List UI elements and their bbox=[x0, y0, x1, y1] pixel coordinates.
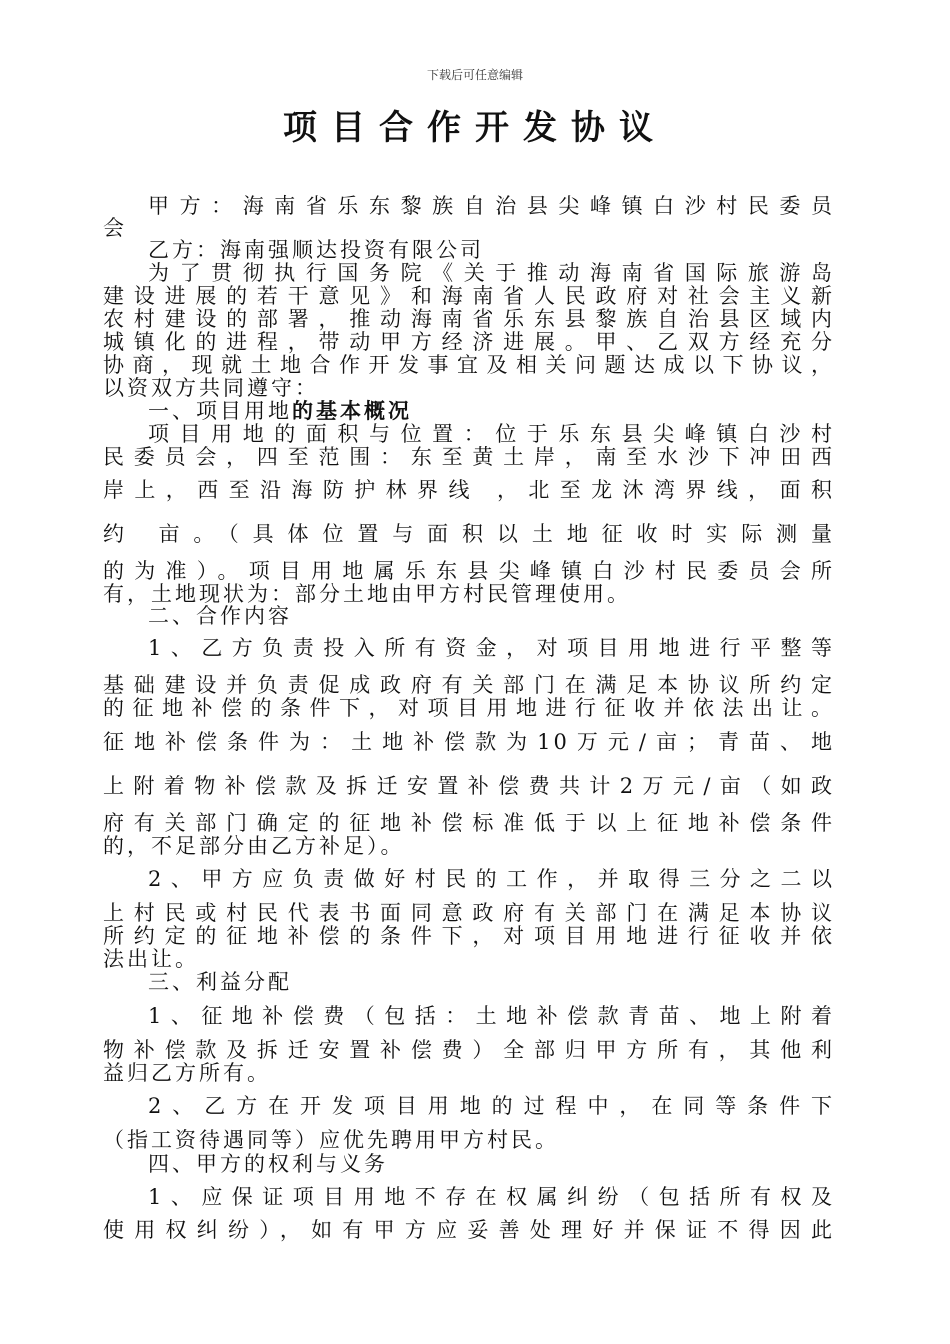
section-heading-1-bold: 的基本概况 bbox=[292, 398, 412, 423]
section-2-line: 所约定的征地补偿的条件下，对项目用地进行征收并依 bbox=[103, 924, 835, 948]
section-heading-4: 四、甲方的权利与义务 bbox=[148, 1152, 388, 1176]
section-1-line: 岸上，西至沿海防护林界线 ，北至龙沐湾界线，面积 bbox=[103, 478, 835, 502]
preamble-line: 为了贯彻执行国务院《关于推动海南省国际旅游岛 bbox=[148, 261, 835, 285]
section-2-line: 的，不足部分由乙方补足）。 bbox=[103, 834, 405, 858]
section-3-line: 1、征地补偿费（包括：土地补偿款青苗、地上附着 bbox=[148, 1004, 835, 1028]
preamble-line: 城镇化的进程，带动甲方经济进展。甲、乙双方经充分 bbox=[103, 330, 835, 354]
preamble-line: 以资双方共同遵守： bbox=[103, 376, 319, 400]
section-2-line: 上村民或村民代表书面同意政府有关部门在满足本协议 bbox=[103, 901, 835, 925]
section-2-line: 2、甲方应负责做好村民的工作，并取得三分之二以 bbox=[148, 867, 835, 891]
party-a-line-cont: 会 bbox=[103, 216, 127, 240]
section-4-line: 使用权纠纷），如有甲方应妥善处理好并保证不得因此 bbox=[103, 1218, 835, 1242]
section-2-line: 的征地补偿的条件下，对项目用地进行征收并依法出让。 bbox=[103, 696, 835, 720]
preamble-line: 农村建设的部署，推动海南省乐东县黎族自治县区域内 bbox=[103, 307, 835, 331]
document-title: 项目合作开发协议 bbox=[283, 108, 667, 148]
section-1-line: 项目用地的面积与位置：位于乐东县尖峰镇白沙村 bbox=[148, 422, 835, 446]
section-2-line: 上附着物补偿款及拆迁安置补偿费共计2万元/亩（如政 bbox=[103, 774, 835, 798]
section-3-line: 2、乙方在开发项目用地的过程中，在同等条件下 bbox=[148, 1094, 835, 1118]
party-a-line: 甲方：海南省乐东黎族自治县尖峰镇白沙村民委员 bbox=[148, 194, 835, 218]
section-1-line: 民委员会，四至范围：东至黄土岸，南至水沙下冲田西 bbox=[103, 445, 835, 469]
section-1-line: 有，土地现状为：部分土地由甲方村民管理使用。 bbox=[103, 582, 631, 606]
section-3-line: （指工资待遇同等）应优先聘用甲方村民。 bbox=[103, 1128, 559, 1152]
section-2-line: 征地补偿条件为：土地补偿款为10万元/亩；青苗、地 bbox=[103, 730, 835, 754]
section-heading-3: 三、利益分配 bbox=[148, 970, 292, 994]
section-heading-2: 二、合作内容 bbox=[148, 604, 292, 628]
section-4-line: 1、应保证项目用地不存在权属纠纷（包括所有权及 bbox=[148, 1185, 835, 1209]
page-header: 下载后可任意编辑 bbox=[426, 68, 523, 82]
preamble-line: 建设进展的若干意见》和海南省人民政府对社会主义新 bbox=[103, 284, 835, 308]
section-3-line: 益归乙方所有。 bbox=[103, 1061, 271, 1085]
party-b-line: 乙方：海南强顺达投资有限公司 bbox=[148, 238, 484, 262]
section-1-line: 的为准）。项目用地属乐东县尖峰镇白沙村民委员会所 bbox=[103, 559, 835, 583]
section-heading-1-part: 一、项目用地 bbox=[148, 399, 292, 423]
section-1-line: 约 亩。（具体位置与面积以土地征收时实际测量 bbox=[103, 522, 835, 546]
section-3-line: 物补偿款及拆迁安置补偿费）全部归甲方所有，其他利 bbox=[103, 1038, 835, 1062]
section-2-line: 1、乙方负责投入所有资金，对项目用地进行平整等 bbox=[148, 636, 835, 660]
preamble-line: 协商，现就土地合作开发事宜及相关问题达成以下协议， bbox=[103, 353, 835, 377]
section-2-line: 法出让。 bbox=[103, 947, 199, 971]
section-2-line: 基础建设并负责促成政府有关部门在满足本协议所约定 bbox=[103, 673, 835, 697]
section-2-line: 府有关部门确定的征地补偿标准低于以上征地补偿条件 bbox=[103, 811, 835, 835]
